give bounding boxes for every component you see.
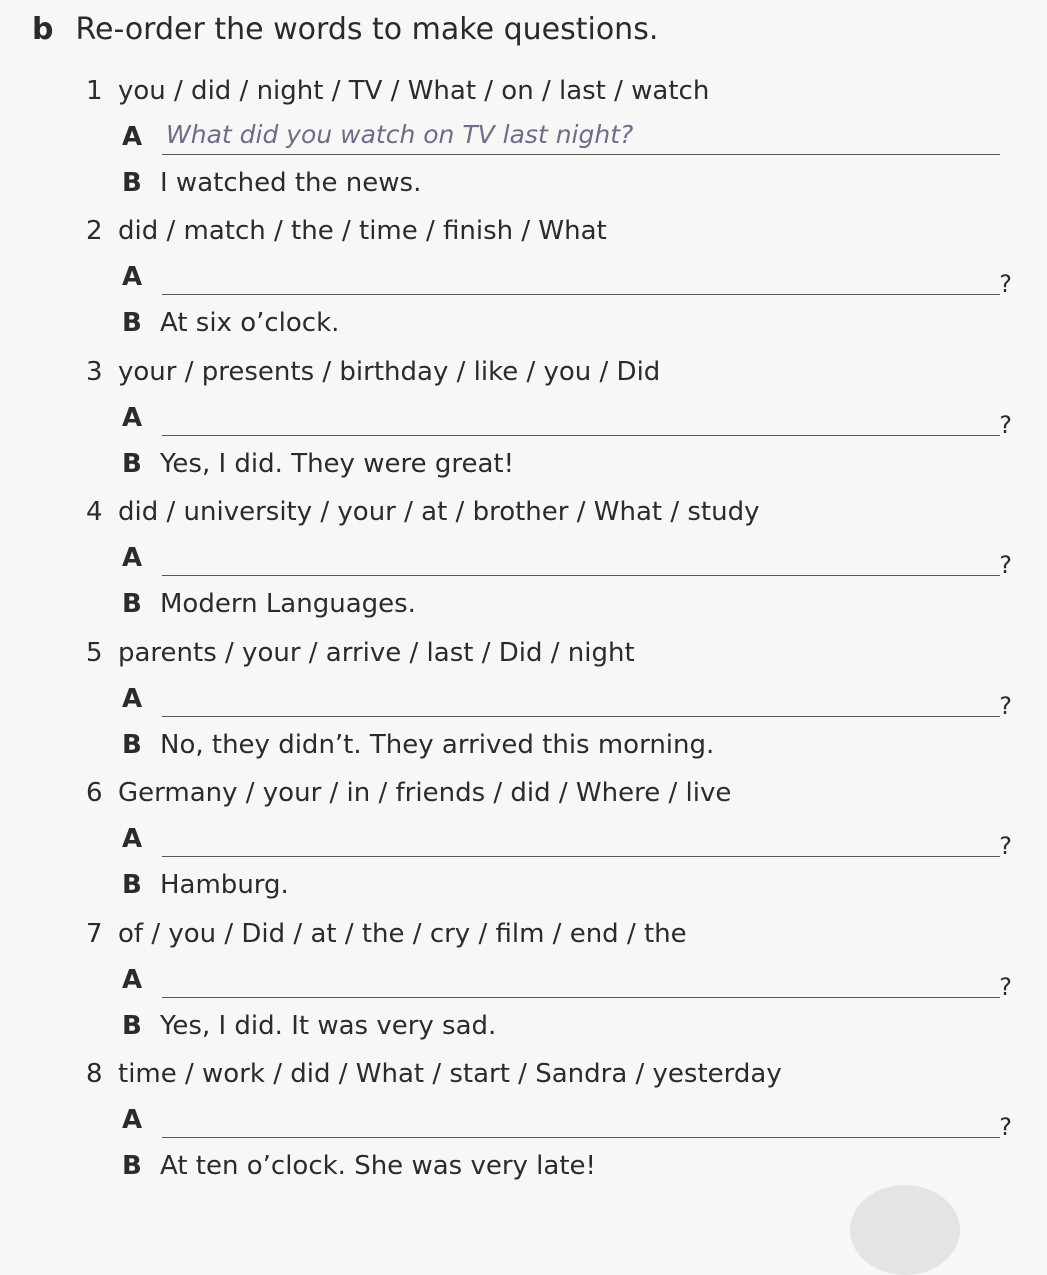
page-shadow <box>850 1185 960 1275</box>
answer-line[interactable] <box>122 543 1012 577</box>
answer-underline <box>162 1137 1000 1138</box>
scrambled-words: Germany / your / in / friends / did / Where / live <box>118 778 732 808</box>
scrambled-words: your / presents / birthday / like / you / Did <box>118 357 661 387</box>
answer-underline <box>162 294 1000 295</box>
reply-line <box>122 308 339 338</box>
reply-line <box>122 589 416 619</box>
item-number: 2 <box>86 216 103 246</box>
reply-line <box>122 1151 596 1181</box>
reply-text: Hamburg. <box>160 870 289 900</box>
reply-text: No, they didn’t. They arrived this morning. <box>160 730 715 760</box>
item-number: 7 <box>86 919 103 949</box>
reply-line <box>122 870 289 900</box>
speaker-b-label: B <box>122 1011 142 1041</box>
answer-line[interactable] <box>122 1105 1012 1139</box>
exercise-heading <box>32 12 658 47</box>
answer-line[interactable] <box>122 262 1012 296</box>
answer-underline <box>162 997 1000 998</box>
speaker-a-label: A <box>122 403 143 433</box>
word-prompt <box>86 357 660 387</box>
word-prompt <box>86 216 607 246</box>
item-number: 3 <box>86 357 103 387</box>
answer-underline <box>162 435 1000 436</box>
answer-line[interactable] <box>122 965 1012 999</box>
question-mark: ? <box>999 270 1012 298</box>
reply-text: At ten o’clock. She was very late! <box>160 1151 596 1181</box>
reply-text: Yes, I did. It was very sad. <box>160 1011 497 1041</box>
answer-line[interactable] <box>122 684 1012 718</box>
answer-underline <box>162 856 1000 857</box>
reply-line <box>122 168 421 198</box>
scrambled-words: did / match / the / time / finish / What <box>118 216 607 246</box>
word-prompt <box>86 919 687 949</box>
item-number: 1 <box>86 76 103 106</box>
reply-text: At six o’clock. <box>160 308 340 338</box>
scrambled-words: of / you / Did / at / the / cry / film / end / the <box>118 919 687 949</box>
speaker-b-label: B <box>122 168 142 198</box>
answer-underline <box>162 716 1000 717</box>
speaker-b-label: B <box>122 870 142 900</box>
exercise-letter: b <box>32 12 54 47</box>
speaker-a-label: A <box>122 1105 143 1135</box>
scrambled-words: you / did / night / TV / What / on / last / watch <box>118 76 710 106</box>
word-prompt <box>86 76 709 106</box>
speaker-a-label: A <box>122 122 143 152</box>
item-number: 5 <box>86 638 103 668</box>
speaker-b-label: B <box>122 308 142 338</box>
item-number: 8 <box>86 1059 103 1089</box>
answer-underline <box>162 575 1000 576</box>
speaker-a-label: A <box>122 262 143 292</box>
reply-text: Modern Languages. <box>160 589 416 619</box>
reply-line <box>122 1011 496 1041</box>
question-mark: ? <box>999 832 1012 860</box>
speaker-a-label: A <box>122 965 143 995</box>
word-prompt <box>86 1059 782 1089</box>
scrambled-words: did / university / your / at / brother / What / study <box>118 497 760 527</box>
word-prompt <box>86 497 759 527</box>
answer-line[interactable] <box>122 824 1012 858</box>
speaker-a-label: A <box>122 543 143 573</box>
reply-text: Yes, I did. They were great! <box>160 449 515 479</box>
scrambled-words: parents / your / arrive / last / Did / night <box>118 638 635 668</box>
answer-line[interactable] <box>122 122 1012 156</box>
speaker-b-label: B <box>122 1151 142 1181</box>
reply-text: I watched the news. <box>160 168 422 198</box>
question-mark: ? <box>999 692 1012 720</box>
speaker-b-label: B <box>122 449 142 479</box>
reply-line <box>122 449 514 479</box>
answer-line[interactable] <box>122 403 1012 437</box>
word-prompt <box>86 778 731 808</box>
item-number: 4 <box>86 497 103 527</box>
question-mark: ? <box>999 973 1012 1001</box>
item-number: 6 <box>86 778 103 808</box>
word-prompt <box>86 638 635 668</box>
reply-line <box>122 730 714 760</box>
question-mark: ? <box>999 1113 1012 1141</box>
scrambled-words: time / work / did / What / start / Sandra / yesterday <box>118 1059 782 1089</box>
speaker-b-label: B <box>122 730 142 760</box>
answer-text[interactable]: What did you watch on TV last night? <box>166 120 634 149</box>
question-mark: ? <box>999 411 1012 439</box>
answer-underline <box>162 154 1000 155</box>
exercise-title: Re-order the words to make questions. <box>75 12 659 47</box>
question-mark: ? <box>999 551 1012 579</box>
speaker-b-label: B <box>122 589 142 619</box>
speaker-a-label: A <box>122 684 143 714</box>
speaker-a-label: A <box>122 824 143 854</box>
